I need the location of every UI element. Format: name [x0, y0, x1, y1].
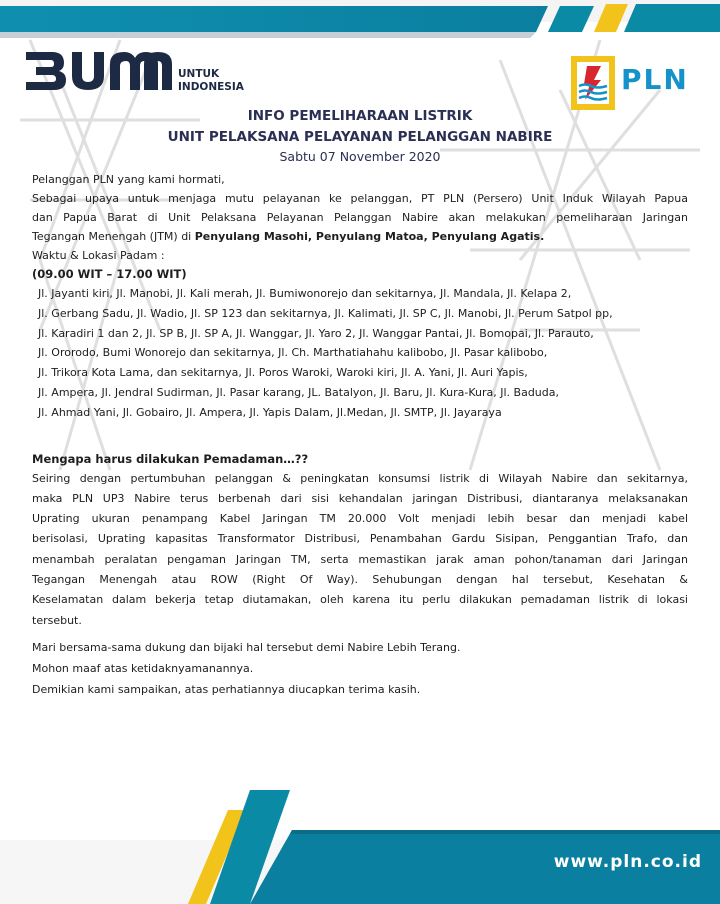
street-line: Jl. Gerbang Sadu, Jl. Wadio, Jl. SP 123 dan sekitarnya, Jl. Kalimati, Jl. SP C, Jl. Manobi, Jl. Perum Satpol pp, — [38, 306, 613, 320]
pln-wordmark: PLN — [621, 63, 689, 96]
bumn-logo-n-icon — [142, 44, 182, 96]
intro-line-3-prefix: Tegangan Menengah (JTM) di — [32, 230, 195, 243]
reason-line: berisolasi, Uprating kapasitas Transformator Distribusi, Penambahan Gardu Sisipan, Penggantian Trafo, dan — [32, 532, 688, 546]
street-line: Jl. Jayanti kiri, Jl. Manobi, Jl. Kali merah, Jl. Bumiwonorejo dan sekitarnya, Jl. Mandala, Jl. Kelapa 2, — [38, 287, 572, 300]
street-line: Jl. Ororodo, Bumi Wonorejo dan sekitarnya, Jl. Ch. Marthatiahahu kalibobo, Jl. Pasar kalibobo, — [38, 346, 548, 360]
reason-line: Keselamatan dalam bekerja tetap diutamakan, oleh karena itu perlu dilakukan pemadaman listrik di lokasi — [32, 593, 688, 607]
reason-paragraph — [32, 469, 688, 631]
announcement-date: Sabtu 07 November 2020 — [279, 149, 441, 164]
bumn-tagline — [178, 68, 244, 94]
reason-heading: Mengapa harus dilakukan Pemadaman…?? — [32, 451, 309, 466]
reason-line: menambah peralatan pengaman Jaringan TM, serta memastikan jarak aman pohon/tanaman dari Jaringan — [32, 552, 688, 566]
bumn-tagline-line-1: UNTUK — [178, 68, 220, 80]
street-line: Jl. Karadiri 1 dan 2, Jl. SP B, Jl. SP A, Jl. Wanggar, Jl. Yaro 2, Jl. Wanggar Pantai, Jl. Bomopai, Jl. Parauto, — [38, 326, 594, 340]
reason-line: Uprating ukuran penampang Kabel Jaringan TM 20.000 Volt menjadi lebih besar dan menjadi kabel — [32, 512, 688, 526]
title-line-1: INFO PEMELIHARAAN LISTRIK — [247, 108, 473, 124]
announcement-body — [32, 170, 688, 700]
street-line: Jl. Ahmad Yani, Jl. Gobairo, Jl. Ampera, Jl. Yapis Dalam, Jl.Medan, Jl. SMTP, Jl. Jayaraya — [38, 405, 502, 419]
intro-line-2: dan Papua Barat di Unit Pelaksana Pelayanan Pelanggan Nabire akan melakukan pemeliharaan Jaringan — [32, 211, 688, 224]
reason-line: tersebut. — [32, 613, 82, 627]
bumn-tagline-line-2: INDONESIA — [178, 81, 244, 93]
closing-thanks: Demikian kami sampaikan, atas perhatiannya diucapkan terima kasih. — [32, 682, 421, 696]
closing-apology: Mohon maaf atas ketidaknyamanannya. — [32, 661, 254, 675]
document-header — [0, 106, 720, 166]
title-line-2: UNIT PELAKSANA PELAYANAN PELANGGAN NABIRE — [167, 129, 553, 145]
pln-lightning-icon — [571, 56, 615, 110]
footer-banner-graphic — [0, 770, 720, 904]
footer-website-link[interactable]: www.pln.co.id — [553, 852, 702, 872]
outage-label: Waktu & Lokasi Padam : — [32, 249, 165, 262]
outage-time: (09.00 WIT – 17.00 WIT) — [32, 267, 187, 281]
feeder-list: Penyulang Masohi, Penyulang Matoa, Penyulang Agatis. — [194, 230, 545, 243]
intro-line-3 — [32, 227, 688, 246]
reason-line: Seiring dengan pertumbuhan pelanggan & peningkatan konsumsi listrik di Wilayah Nabire dan sekitarnya, — [32, 471, 688, 485]
street-list — [38, 284, 688, 423]
reason-line: maka PLN UP3 Nabire terus berbenah dari sisi kehandalan jaringan Distribusi, diantaranya melaksanakan — [32, 491, 688, 505]
closing-support: Mari bersama-sama dukung dan bijaki hal tersebut demi Nabire Lebih Terang. — [32, 640, 461, 654]
street-line: Jl. Trikora Kota Lama, dan sekitarnya, Jl. Poros Waroki, Waroki kiri, Jl. A. Yani, Jl. Auri Yapis, — [38, 366, 528, 380]
reason-line: Tegangan Menengah atau ROW (Right Of Way). Sehubungan dengan hal tersebut, Kesehatan & — [32, 573, 688, 587]
intro-line-1: Sebagai upaya untuk menjaga mutu pelayanan ke pelanggan, PT PLN (Persero) Unit Induk Wilayah Papua — [32, 192, 688, 205]
greeting: Pelanggan PLN yang kami hormati, — [32, 173, 225, 186]
closing-section — [32, 637, 688, 700]
street-line: Jl. Ampera, Jl. Jendral Sudirman, Jl. Pasar karang, JL. Batalyon, Jl. Baru, Jl. Kura-Kura, Jl. Baduda, — [38, 385, 559, 399]
